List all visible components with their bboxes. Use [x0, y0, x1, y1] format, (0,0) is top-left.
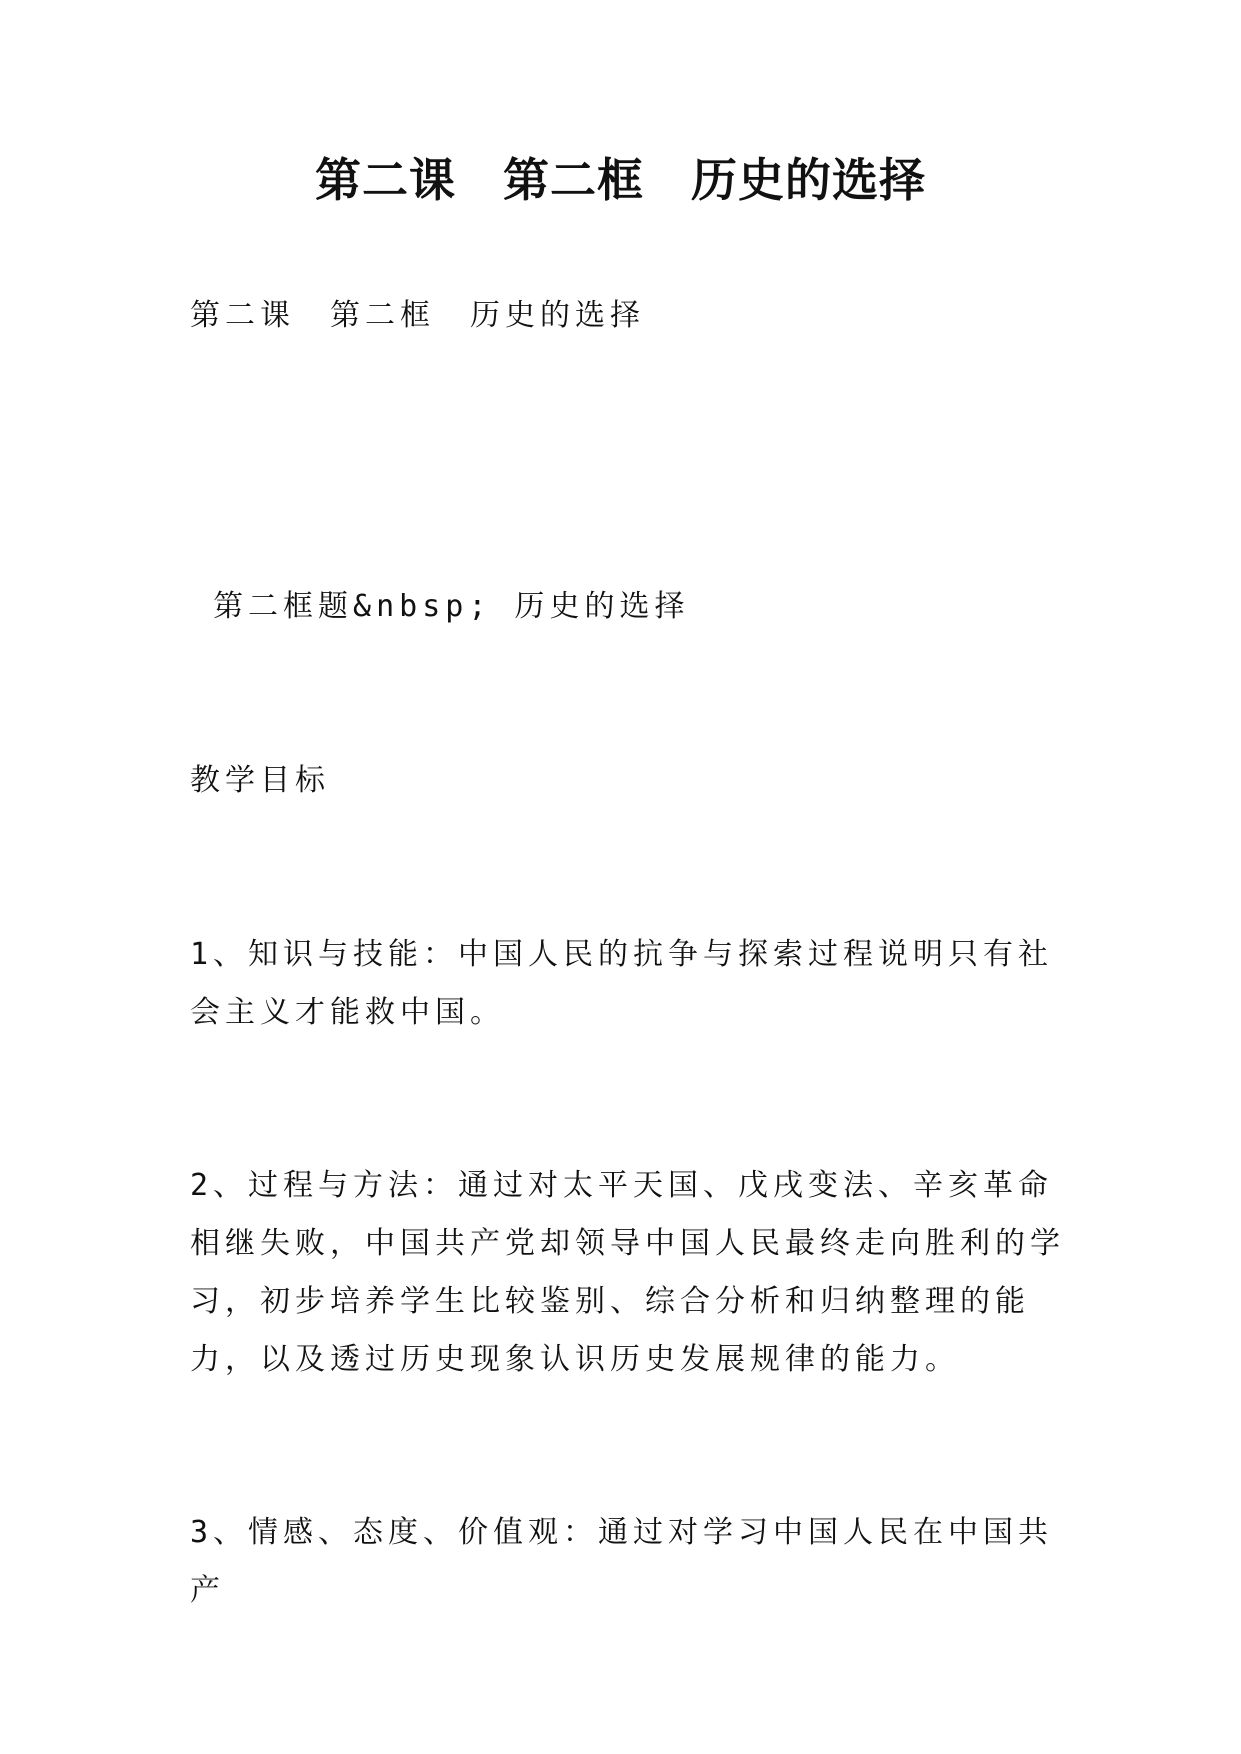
lesson-subtitle: 第二课 第二框 历史的选择 [190, 298, 645, 333]
objective-emotion-values: 3、情感、态度、价值观：通过对学习中国人民在中国共产 [190, 1515, 1054, 1608]
frame-heading: 第二框题&nbsp; 历史的选择 [190, 589, 690, 624]
objective-process-methods: 2、过程与方法：通过对太平天国、戊戌变法、辛亥革命相继失败，中国共产党却领导中国人民最终走向胜利的学习，初步培养学生比较鉴别、综合分析和归纳整理的能力，以及透过历史现象认识历史发展规律的能力。 [190, 1168, 1065, 1377]
document-title: 第二课 第二框 历史的选择 [315, 153, 926, 207]
teaching-goals-heading: 教学目标 [190, 763, 330, 798]
objective-knowledge-skills: 1、知识与技能：中国人民的抗争与探索过程说明只有社会主义才能救中国。 [190, 937, 1054, 1030]
